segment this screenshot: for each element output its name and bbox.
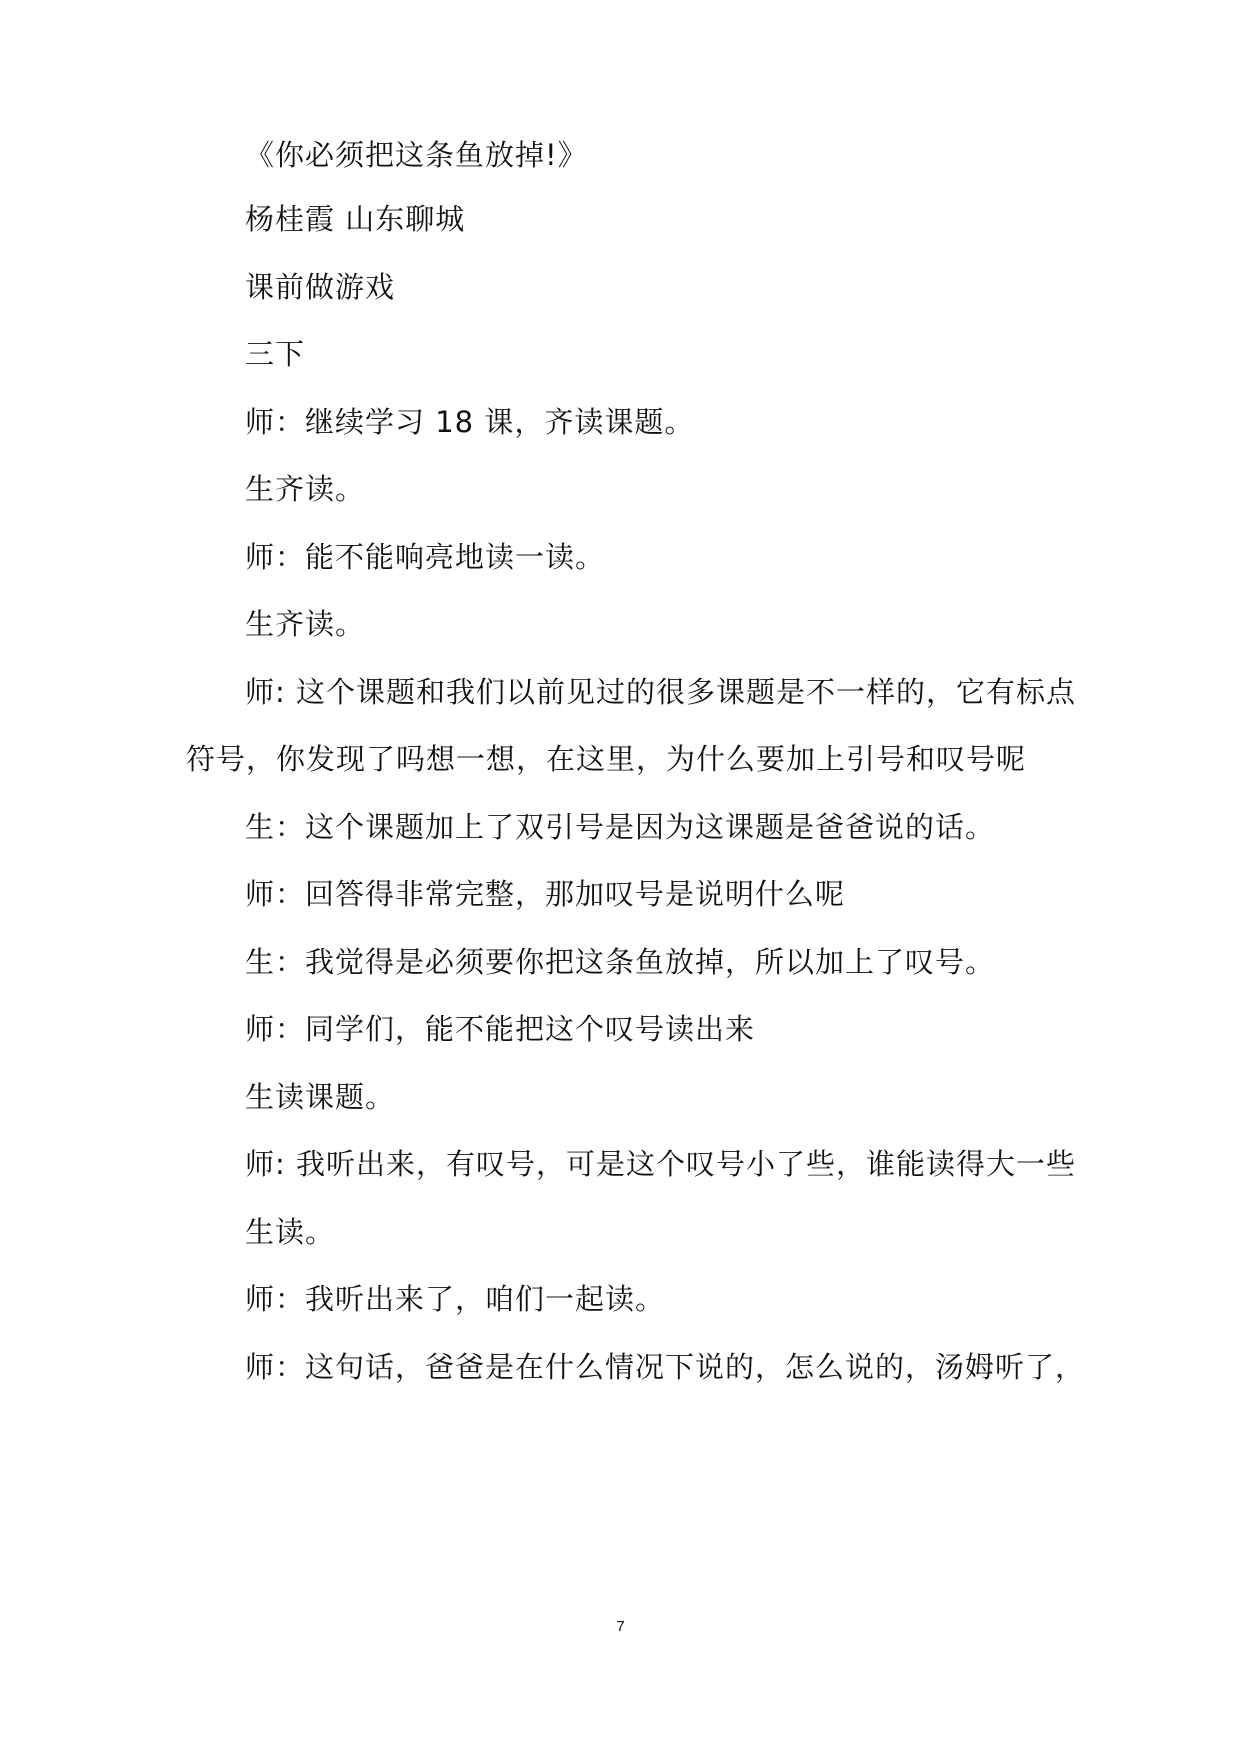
text-line: 生：我觉得是必须要你把这条鱼放掉，所以加上了叹号。 (245, 945, 996, 979)
text-line: 师：能不能响亮地读一读。 (245, 540, 606, 574)
text-line: 生齐读。 (245, 472, 366, 506)
page-number: 7 (616, 1618, 625, 1635)
text-line: 课前做游戏 (245, 270, 396, 304)
text-line: 师：我听出来了，咱们一起读。 (245, 1282, 666, 1316)
text-line: 师: 我听出来，有叹号，可是这个叹号小了些，谁能读得大一些 (245, 1147, 1076, 1181)
text-line: 师：这句话，爸爸是在什么情况下说的，怎么说的，汤姆听了， (245, 1350, 1086, 1384)
text-line: 师：回答得非常完整，那加叹号是说明什么呢 (245, 877, 846, 911)
author-line: 杨桂霞 山东聊城 (245, 202, 466, 236)
text-line: 生：这个课题加上了双引号是因为这课题是爸爸说的话。 (245, 810, 996, 844)
text-line: 生读。 (245, 1215, 336, 1249)
text-line: 师：继续学习 18 课，齐读课题。 (245, 405, 695, 439)
text-line: 生读课题。 (245, 1080, 396, 1114)
text-line: 三下 (245, 337, 306, 371)
text-line: 符号，你发现了吗想一想，在这里，为什么要加上引号和叹号呢 (186, 742, 1027, 776)
text-line: 生齐读。 (245, 607, 366, 641)
text-line: 师: 这个课题和我们以前见过的很多课题是不一样的，它有标点 (245, 675, 1076, 709)
lesson-title: 《你必须把这条鱼放掉!》 (245, 138, 588, 172)
text-line: 师：同学们，能不能把这个叹号读出来 (245, 1012, 756, 1046)
